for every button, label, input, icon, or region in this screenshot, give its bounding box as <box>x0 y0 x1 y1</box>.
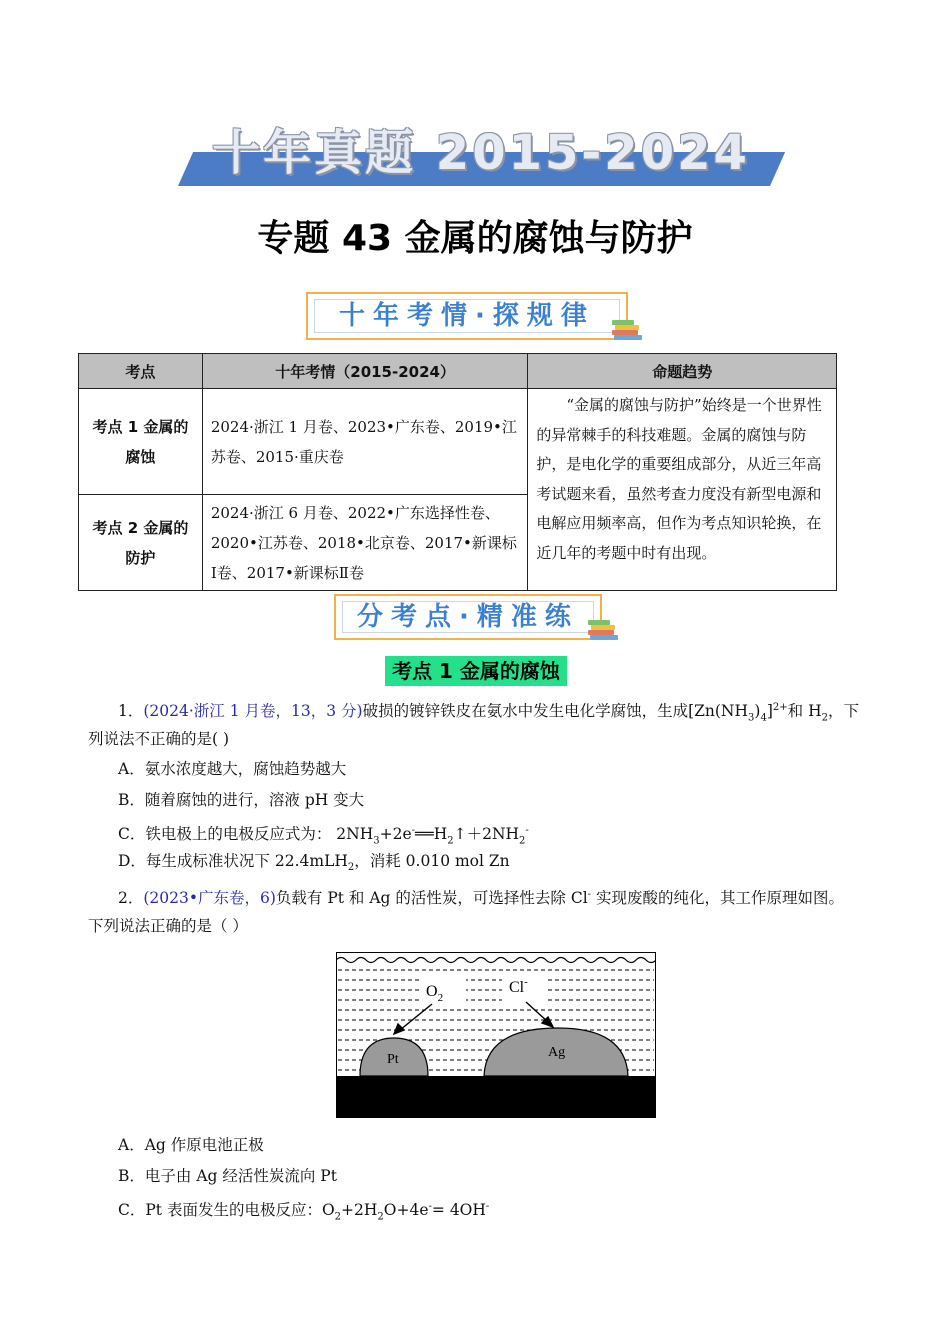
option-text: C．铁电极上的电极反应式为： 2NH <box>118 825 374 844</box>
option-text: = 4OH <box>431 1201 486 1220</box>
table-cell-history: 2024·浙江 6 月卷、2022•广东选择性卷、2020•江苏卷、2018•北京卷、2017•新课标Ⅰ卷、2017•新课标Ⅱ卷 <box>202 495 528 591</box>
option-text: ══H <box>415 825 448 844</box>
working-principle-figure <box>336 952 656 1118</box>
cl-label: Cl- <box>509 976 528 996</box>
stem-text: 负载有 Pt 和 Ag 的活性炭，可选择性去除 Cl <box>275 889 588 908</box>
books-icon <box>612 320 642 340</box>
table-header: 考点 <box>79 354 203 389</box>
pt-label: Pt <box>387 1052 399 1067</box>
table-header: 十年考情（2015-2024） <box>202 354 528 389</box>
page-title: 专题 43 金属的腐蚀与防护 <box>257 218 693 259</box>
kaodian-line: 防护 <box>125 548 156 567</box>
kaodian-line: 腐蚀 <box>125 447 156 466</box>
o2-label: $O_2$ <box>426 983 444 1004</box>
option-text: ↑＋2NH <box>453 825 520 844</box>
option-text: +2e <box>379 825 412 844</box>
option-c: C．铁电极上的电极反应式为： $2NH_3+2e^-══H_2↑+2NH_2^-$ <box>118 825 529 847</box>
stem-text: 破损的镀锌铁皮在氨水中发生电化学腐蚀，生成[Zn(NH <box>362 702 749 721</box>
section-label-practice-text: 分考点·精准练 <box>357 602 579 632</box>
table-header: 命题趋势 <box>528 354 837 389</box>
table-cell-history: 2024·浙江 1 月卷、2023•广东卷、2019•江苏卷、2015·重庆卷 <box>202 389 528 495</box>
option-a: A．Ag 作原电池正极 <box>118 1136 264 1154</box>
banner-text: 十年真题 2015-2024 <box>212 125 750 181</box>
question-2-stem: 2．(2023•广东卷，6)负载有 Pt 和 Ag 的活性炭，可选择性去除 Cl- 实现废酸的纯化，其工作原理如图。 <box>118 889 844 908</box>
question-1-stem-line2: 列说法不正确的是( ) <box>88 730 230 748</box>
kaodian-line: 考点 1 金属的 <box>92 417 189 436</box>
section-heading: 考点 1 金属的腐蚀 <box>385 656 567 686</box>
option-text: +2H <box>341 1201 378 1220</box>
option-text: C．Pt 表面发生的电极反应：O <box>118 1201 335 1220</box>
table-cell-kaodian <box>79 389 203 495</box>
question-source: (2023•广东卷，6) <box>143 889 276 908</box>
table-cell-kaodian <box>79 495 203 591</box>
option-d: D．每生成标准状况下 22.4mLH$_2$，消耗 0.010 mol Zn <box>118 852 510 874</box>
option-b: B．电子由 Ag 经活性炭流向 Pt <box>118 1167 337 1185</box>
table-cell-trend: “金属的腐蚀与防护”始终是一个世界性的异常棘手的科技难题。金属的腐蚀与防护，是电化学的重要组成部分，从近三年高考试题来看，虽然考查力度没有新型电源和电解应用频率高，但作为考点知识轮换，在近几年的考题中时有出现。 <box>528 389 837 591</box>
option-text: ，消耗 0.010 mol Zn <box>354 852 510 870</box>
option-text: O+4e <box>383 1201 429 1220</box>
section-label-overview-text: 十年考情·探规律 <box>339 301 595 331</box>
books-icon <box>588 620 618 640</box>
option-c: C．Pt 表面发生的电极反应：$O_2+2H_2O+4e^-= 4OH^-$ <box>118 1201 490 1223</box>
stem-text: 和 H <box>787 702 822 721</box>
option-text: D．每生成标准状况下 22.4mLH <box>118 852 348 870</box>
section-label-practice <box>334 594 602 640</box>
stem-text: 实现废酸的纯化，其工作原理如图。 <box>591 889 844 908</box>
table-row <box>79 389 837 495</box>
activated-carbon <box>336 1076 656 1118</box>
header-banner <box>178 112 770 188</box>
section-label-overview <box>306 292 628 340</box>
kaodian-line: 考点 2 金属的 <box>92 518 189 537</box>
overview-table <box>78 353 837 591</box>
question-source: (2024·浙江 1 月卷，13，3 分) <box>143 702 363 721</box>
option-a: A．氨水浓度越大，腐蚀趋势越大 <box>118 760 347 778</box>
ag-label: Ag <box>548 1045 566 1060</box>
question-2-stem-line2: 下列说法正确的是（ ） <box>88 917 248 935</box>
question-1-stem: 1．(2024·浙江 1 月卷，13，3 分)破损的镀锌铁皮在氨水中发生电化学腐蚀，生成$[Zn(NH_3)_4]^{2+}$和 $H_2$，下 <box>118 702 859 724</box>
stem-text: ，下 <box>827 702 859 721</box>
question-number: 2． <box>118 889 144 908</box>
option-b: B．随着腐蚀的进行，溶液 pH 变大 <box>118 791 365 809</box>
question-number: 1． <box>118 702 144 721</box>
table-header-row <box>79 354 837 389</box>
